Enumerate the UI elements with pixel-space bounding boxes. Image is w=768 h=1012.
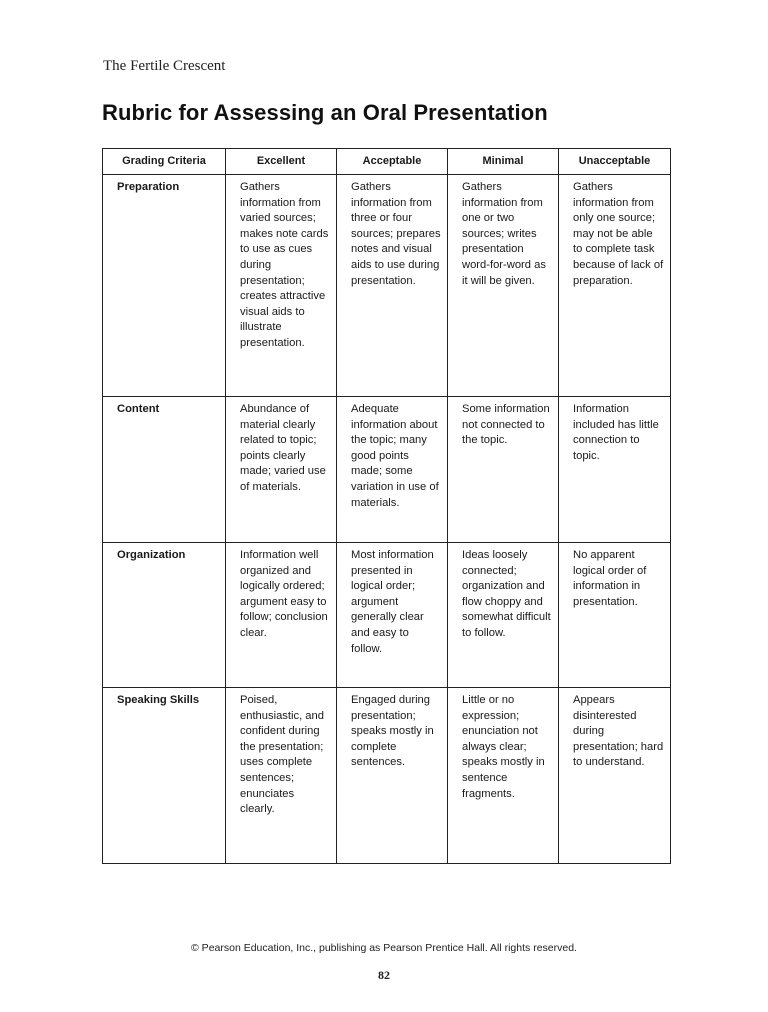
column-header-excellent: Excellent: [226, 149, 337, 175]
minimal-cell: Little or no expression; enunciation not always clear; speaks mostly in sentence fragments.: [448, 688, 559, 864]
acceptable-cell: Adequate information about the topic; many good points made; some variation in use of materials.: [337, 397, 448, 543]
criteria-cell: Organization: [103, 543, 226, 688]
excellent-cell: Abundance of material clearly related to topic; points clearly made; varied use of materials.: [226, 397, 337, 543]
criteria-cell: Preparation: [103, 175, 226, 397]
criteria-cell: Speaking Skills: [103, 688, 226, 864]
column-header-grading-criteria: Grading Criteria: [103, 149, 226, 175]
copyright-notice: © Pearson Education, Inc., publishing as Pearson Prentice Hall. All rights reserved.: [191, 942, 577, 954]
minimal-cell: Some information not connected to the topic.: [448, 397, 559, 543]
acceptable-cell: Engaged during presentation; speaks mostly in complete sentences.: [337, 688, 448, 864]
column-header-minimal: Minimal: [448, 149, 559, 175]
acceptable-cell: Gathers information from three or four sources; prepares notes and visual aids to use during presentation.: [337, 175, 448, 397]
table-header-row: [103, 149, 671, 175]
column-header-unacceptable: Unacceptable: [559, 149, 671, 175]
running-header: The Fertile Crescent: [103, 58, 226, 74]
unacceptable-cell: Appears disinterested during presentation; hard to understand.: [559, 688, 671, 864]
table-row-organization: [103, 543, 671, 688]
minimal-cell: Ideas loosely connected; organization and flow choppy and somewhat difficult to follow.: [448, 543, 559, 688]
table-row-preparation: [103, 175, 671, 397]
acceptable-cell: Most information presented in logical order; argument generally clear and easy to follow.: [337, 543, 448, 688]
page-title: Rubric for Assessing an Oral Presentation: [102, 100, 548, 125]
unacceptable-cell: Information included has little connection to topic.: [559, 397, 671, 543]
criteria-cell: Content: [103, 397, 226, 543]
minimal-cell: Gathers information from one or two sources; writes presentation word-for-word as it will be given.: [448, 175, 559, 397]
excellent-cell: Information well organized and logically ordered; argument easy to follow; conclusion clear.: [226, 543, 337, 688]
table-row-speaking-skills: [103, 688, 671, 864]
rubric-table: [102, 148, 671, 864]
column-header-acceptable: Acceptable: [337, 149, 448, 175]
page-number: 82: [378, 968, 390, 982]
unacceptable-cell: Gathers information from only one source; may not be able to complete task because of lack of preparation.: [559, 175, 671, 397]
table-row-content: [103, 397, 671, 543]
excellent-cell: Poised, enthusiastic, and confident during the presentation; uses complete sentences; enunciates clearly.: [226, 688, 337, 864]
excellent-cell: Gathers information from varied sources; makes note cards to use as cues during presentation; creates attractive visual aids to illustrate presentation.: [226, 175, 337, 397]
unacceptable-cell: No apparent logical order of information in presentation.: [559, 543, 671, 688]
